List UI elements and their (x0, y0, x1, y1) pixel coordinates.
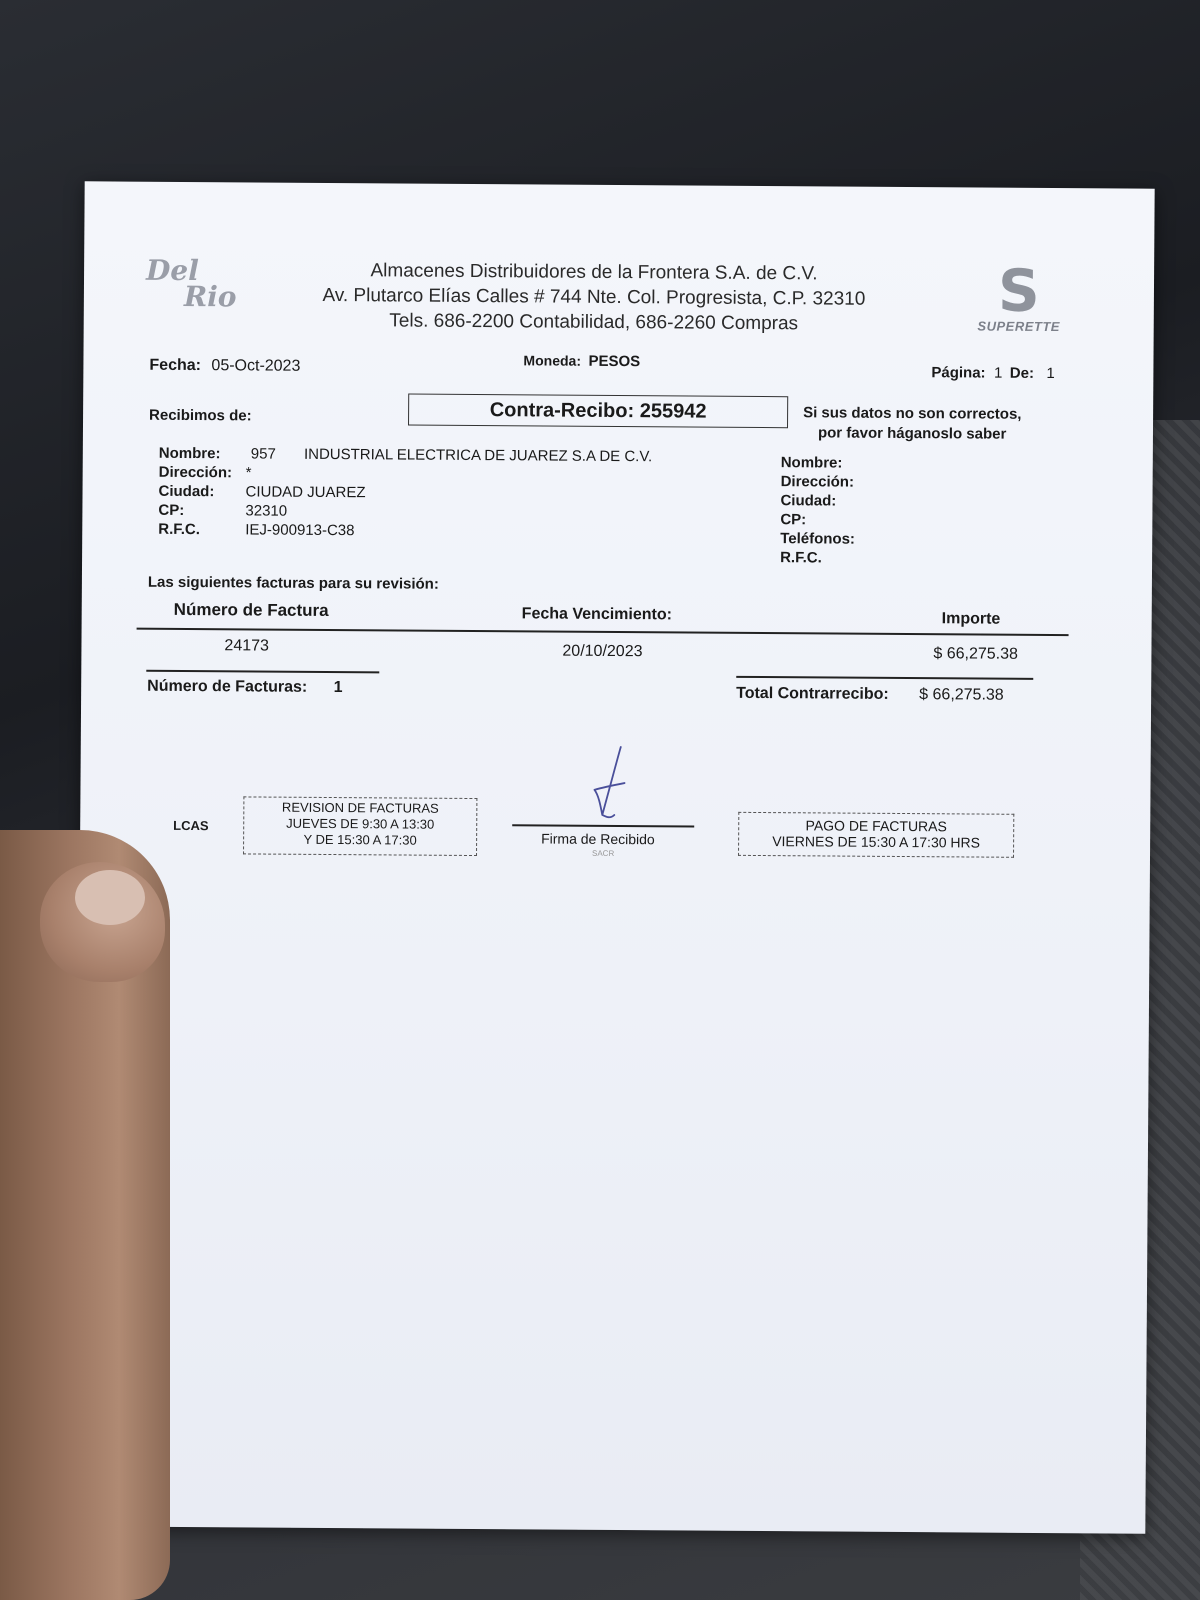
col-fecha-header: Fecha Vencimiento: (521, 605, 673, 624)
company-phones: Tels. 686-2200 Contabilidad, 686-2260 Compras (389, 310, 799, 335)
notice (803, 403, 1022, 445)
pagina-field (931, 364, 1055, 383)
superette-logo (964, 256, 1075, 338)
notice-line2: por favor háganoslo saber (817, 424, 1007, 443)
supplier-cp: 32310 (245, 502, 288, 520)
company-header (314, 258, 875, 337)
right-telefonos-label: Teléfonos: (780, 530, 856, 548)
right-rfc-label: R.F.C. (780, 549, 822, 567)
right-direccion-label: Dirección: (780, 473, 855, 491)
logo-left-line1: Del (145, 253, 199, 288)
pago-line2: VIERNES DE 15:30 A 17:30 HRS (772, 833, 981, 851)
row-fecha: 20/10/2023 (562, 642, 643, 661)
pagina-label: Página: (931, 364, 986, 382)
right-cp-label: CP: (780, 511, 807, 529)
fecha-label: Fecha: (149, 356, 202, 375)
facturas-intro: Las siguientes facturas para su revisión: (147, 573, 439, 593)
firma-sub: SACR (591, 848, 615, 858)
supplier-values (245, 444, 652, 542)
company-name: Almacenes Distribuidores de la Frontera S.A. de C.V. (370, 260, 818, 285)
total-rule (736, 676, 1033, 680)
supplier-cp-label: CP: (158, 501, 185, 519)
fecha-field (149, 357, 300, 376)
contra-recibo-document (75, 181, 1154, 1533)
supplier-number: 957 (250, 445, 276, 463)
supplier-rfc-label: R.F.C. (158, 520, 201, 539)
num-facturas-label: Número de Facturas: (147, 677, 308, 696)
superette-logo-letter: S (997, 256, 1041, 325)
right-fields (780, 453, 856, 568)
pago-line1: PAGO DE FACTURAS (805, 817, 947, 835)
revision-line3: Y DE 15:30 A 17:30 (303, 831, 417, 848)
row-numero: 24173 (224, 637, 270, 655)
de-label: De: (1009, 364, 1035, 382)
row-importe: $ 66,275.38 (933, 645, 1019, 663)
pagina-value: 1 (993, 364, 1003, 382)
table-header-rule (137, 628, 1069, 637)
del-rio-logo (145, 253, 266, 319)
supplier-rfc: IEJ-900913-C38 (245, 521, 355, 540)
signature-line (512, 824, 694, 827)
firma-label: Firma de Recibido (541, 830, 655, 848)
logo-left-line2: Rio (183, 279, 237, 314)
fecha-value: 05-Oct-2023 (211, 357, 301, 375)
superette-logo-text: SUPERETTE (977, 318, 1061, 335)
revision-box (243, 796, 477, 856)
total-value: $ 66,275.38 (919, 686, 1004, 704)
col-importe-header: Importe (941, 610, 1001, 628)
de-value: 1 (1046, 365, 1055, 383)
pago-box (738, 812, 1014, 858)
notice-line1: Si sus datos no son correctos, (803, 404, 1022, 423)
count-rule (146, 670, 379, 673)
total-label: Total Contrarrecibo: (736, 684, 889, 703)
num-facturas-value: 1 (333, 679, 343, 697)
moneda-label: Moneda: (523, 352, 582, 369)
col-numero-header: Número de Factura (173, 599, 329, 620)
supplier-direccion: * (245, 464, 252, 482)
total-field (736, 685, 1004, 705)
thumbnail (75, 870, 145, 925)
revision-line2: JUEVES DE 9:30 A 13:30 (286, 815, 435, 832)
supplier-ciudad-label: Ciudad: (158, 482, 215, 501)
recibimos-label: Recibimos de: (149, 406, 252, 425)
supplier-nombre-label: Nombre: (158, 444, 221, 463)
handwritten-signature (580, 745, 641, 825)
supplier-name: INDUSTRIAL ELECTRICA DE JUAREZ S.A DE C.V. (303, 445, 653, 466)
company-address: Av. Plutarco Elías Calles # 744 Nte. Col. Progresista, C.P. 32310 (322, 284, 866, 310)
supplier-direccion-label: Dirección: (158, 463, 233, 482)
right-ciudad-label: Ciudad: (780, 492, 837, 510)
num-facturas-field (147, 678, 343, 697)
revision-line1: REVISION DE FACTURAS (281, 799, 439, 816)
lcas-label: LCAS (173, 817, 209, 834)
supplier-ciudad: CIUDAD JUAREZ (245, 483, 366, 502)
moneda-value: PESOS (588, 352, 641, 371)
supplier-labels (158, 444, 232, 540)
contra-recibo-number: Contra-Recibo: 255942 (408, 394, 788, 429)
moneda-field (523, 352, 640, 371)
right-nombre-label: Nombre: (780, 454, 843, 472)
